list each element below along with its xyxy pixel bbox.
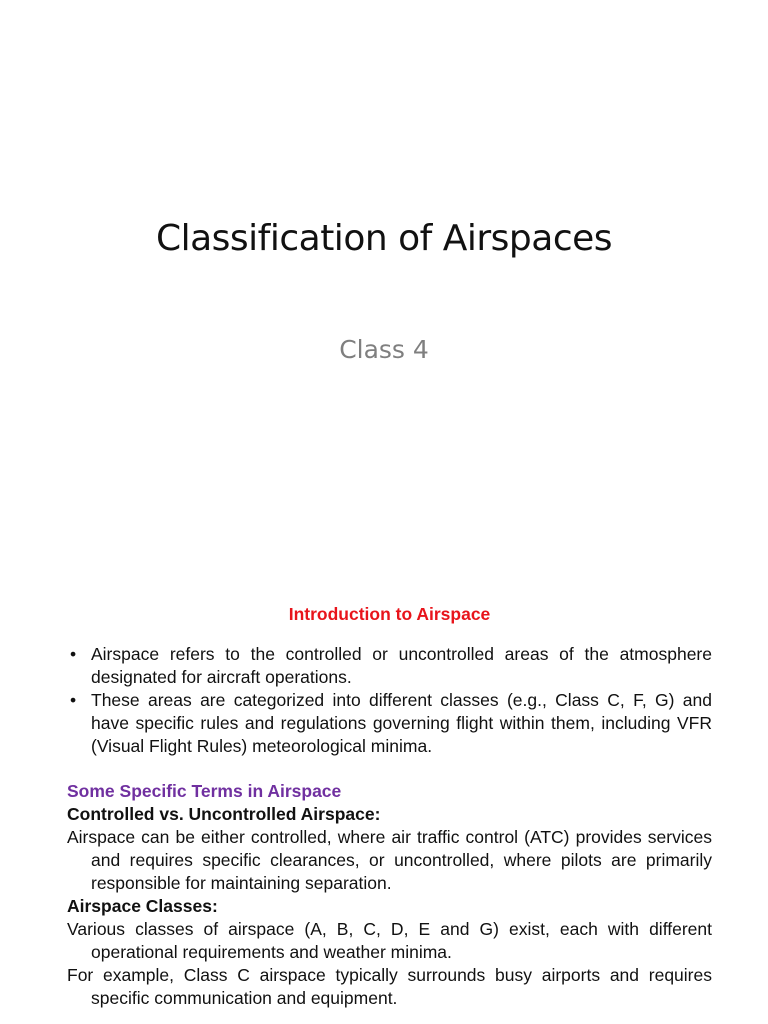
controlled-paragraph: Airspace can be either controlled, where air traffic control (ATC) provides services and requires specific clearances, or uncontrolled, where pilots are primarily responsible for maintaining separation. <box>67 827 712 893</box>
slide-subtitle: Class 4 <box>339 335 429 364</box>
bullet-item: • These areas are categorized into different classes (e.g., Class C, F, G) and have specific rules and regulations governing flight within them, including VFR (Visual Flight Rules) meteorological minima. <box>67 689 712 758</box>
terms-heading: Some Specific Terms in Airspace <box>67 781 342 801</box>
example-paragraph: For example, Class C airspace typically surrounds busy airports and requires specific communication and equipment. <box>67 965 712 1008</box>
bullet-item: • Airspace refers to the controlled or uncontrolled areas of the atmosphere designated for aircraft operations. <box>67 643 712 689</box>
classes-paragraph: Various classes of airspace (A, B, C, D, E and G) exist, each with different operational requirements and weather minima. <box>67 919 712 962</box>
section-heading: Introduction to Airspace <box>288 604 491 624</box>
classes-heading: Airspace Classes: <box>67 896 218 916</box>
slide-title: Classification of Airspaces <box>155 218 613 259</box>
controlled-heading: Controlled vs. Uncontrolled Airspace: <box>67 804 381 824</box>
bullet-list <box>67 643 712 758</box>
content-slide <box>67 603 712 1010</box>
